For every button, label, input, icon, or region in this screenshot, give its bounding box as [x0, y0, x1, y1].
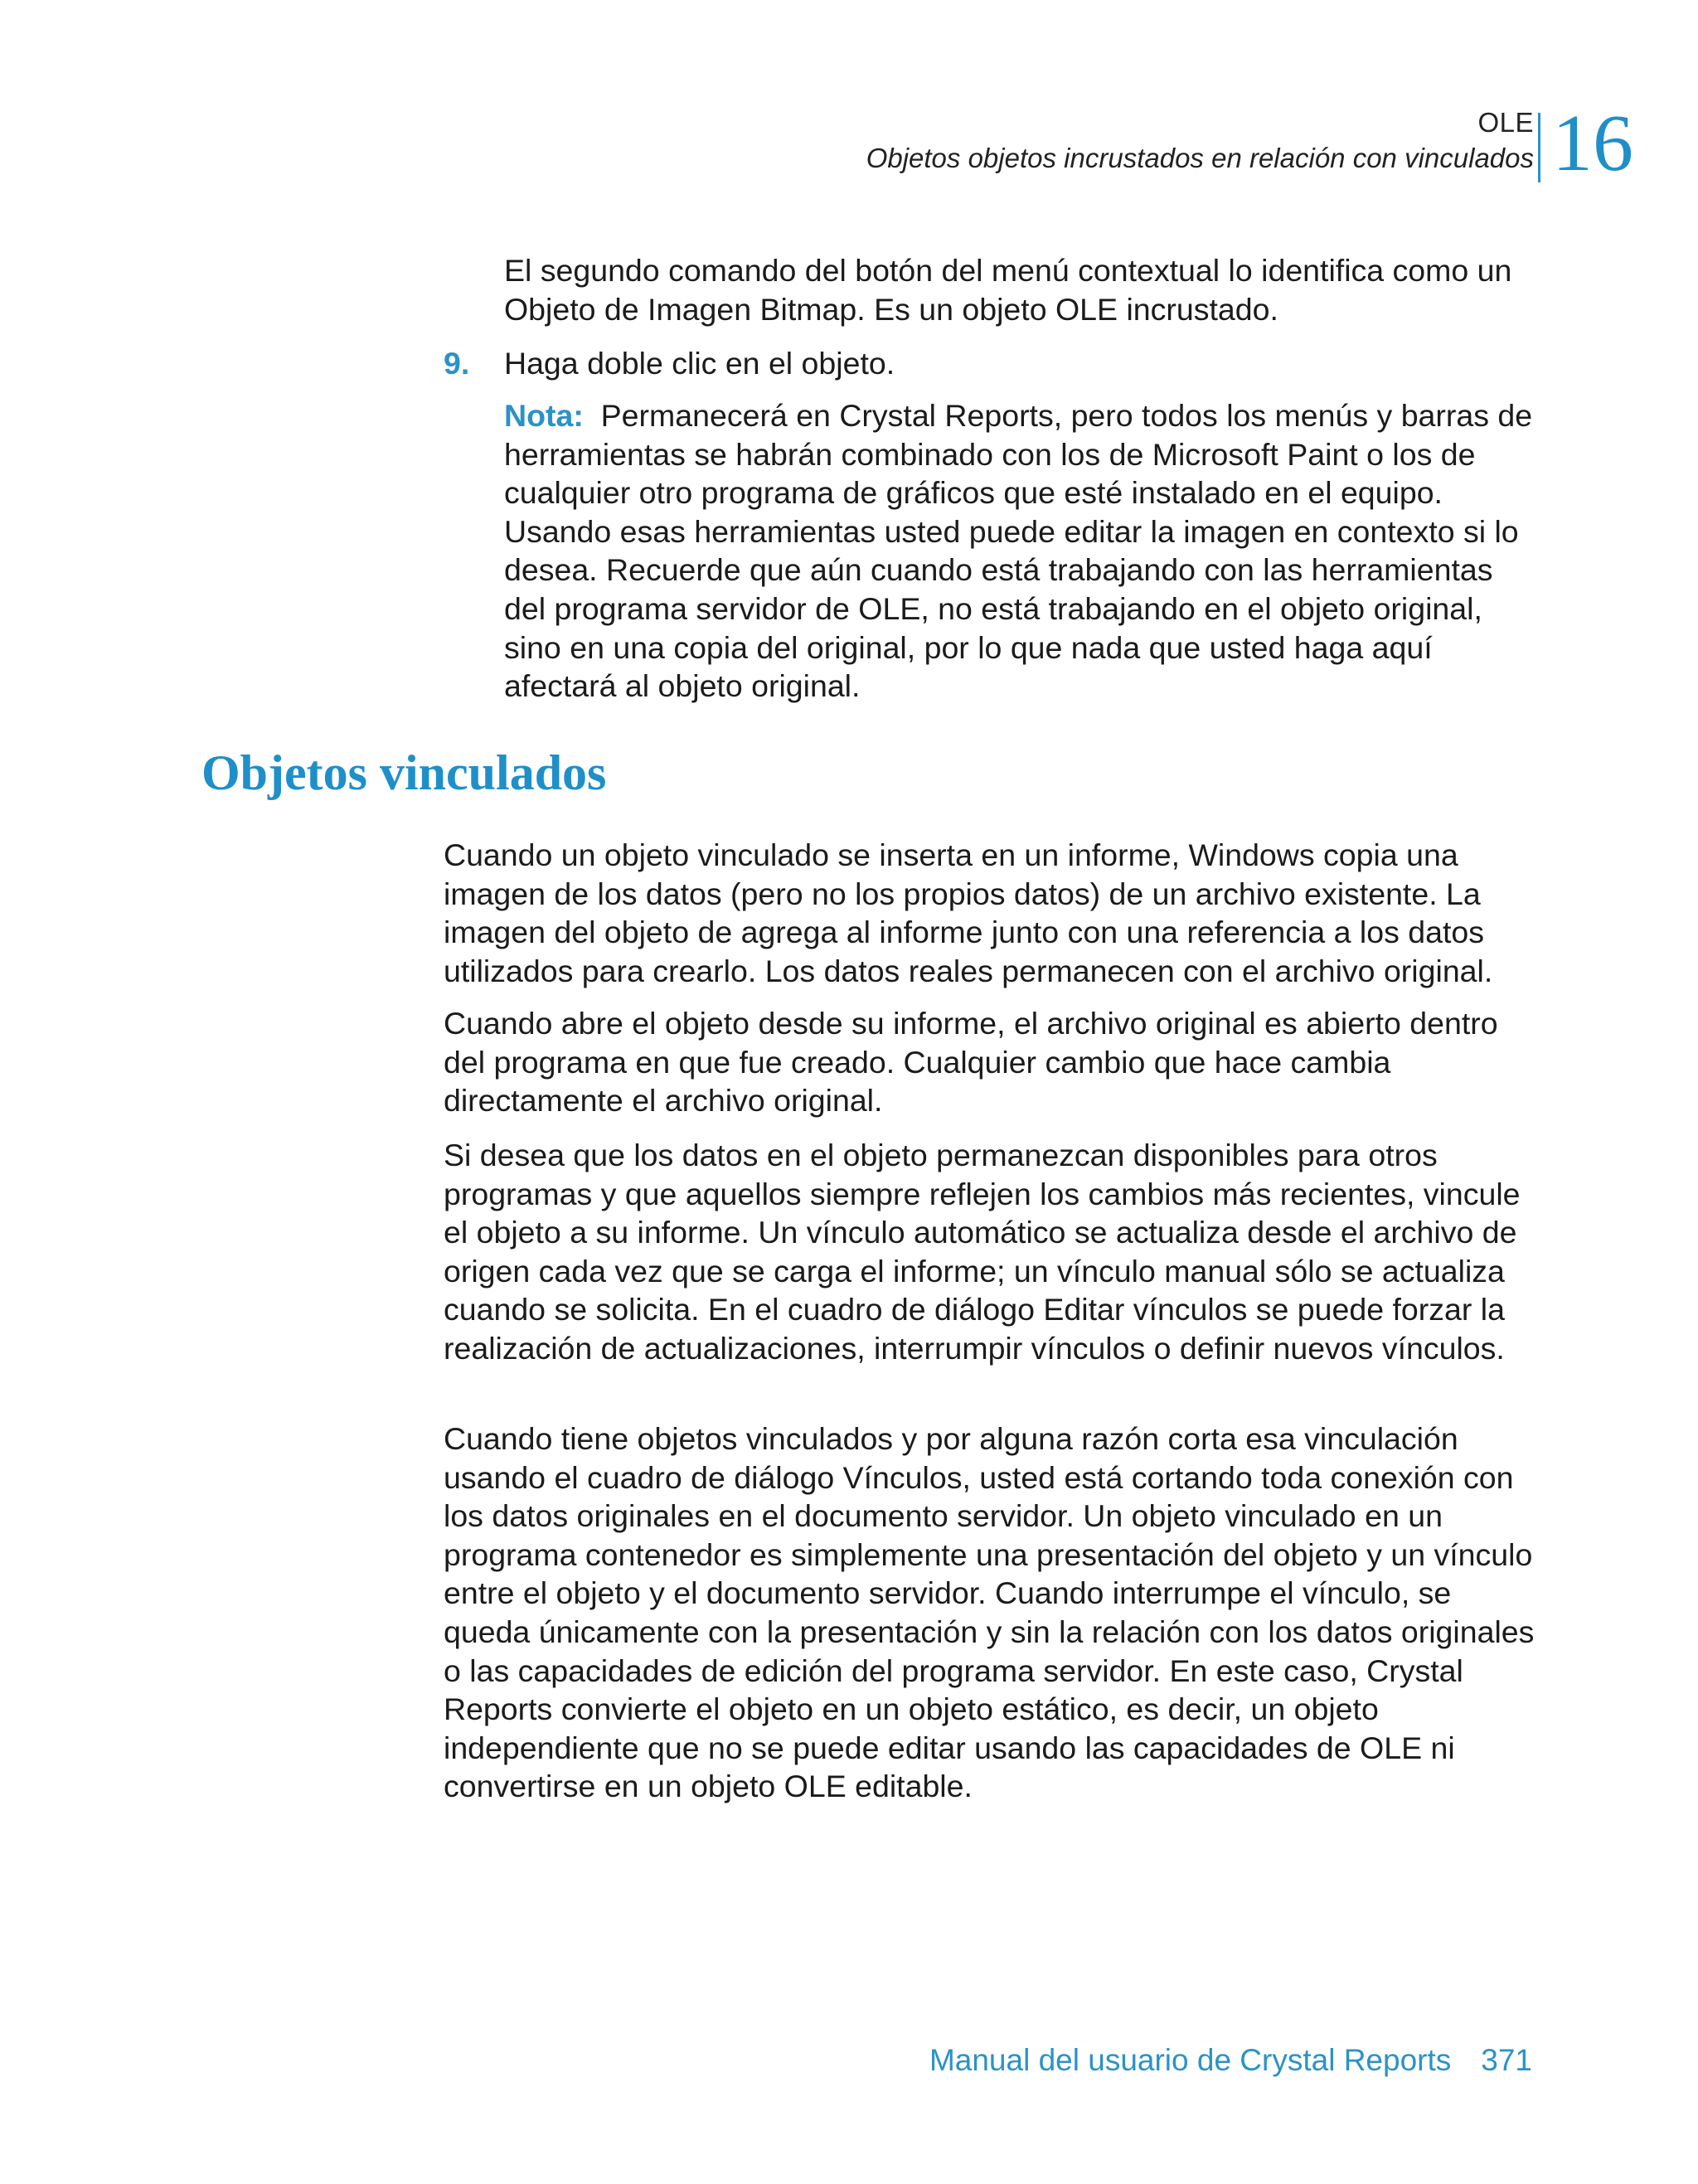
note-block	[504, 396, 1536, 706]
section-paragraph: Si desea que los datos en el objeto permanezcan disponibles para otros programas y que aquellos siempre reflejen los cambios más recientes, vincule el objeto a su informe. Un vínculo automático se actualiza desde el archivo de origen cada vez que se carga el informe; un vínculo manual sólo se actualiza cuando se solicita. En el cuadro de diálogo Editar vínculos se puede forzar la realización de actualizaciones, interrumpir vínculos o definir nuevos vínculos.	[444, 1138, 1521, 1366]
section-paragraph: Cuando un objeto vinculado se inserta en un informe, Windows copia una imagen de los datos (pero no los propios datos) de un archivo existente. La imagen del objeto de agrega al informe junto con una referencia a los datos utilizados para crearlo. Los datos reales permanecen con el archivo original.	[444, 837, 1493, 988]
running-header	[788, 106, 1534, 177]
section-subtitle: Objetos objetos incrustados en relación con vinculados	[866, 143, 1534, 173]
page-number: 371	[1481, 2043, 1532, 2077]
section-paragraph: Cuando tiene objetos vinculados y por alguna razón corta esa vinculación usando el cuadro de diálogo Vínculos, usted está cortando toda conexión con los datos originales en el documento servidor. Un objeto vinculado en un programa contenedor es simplemente una presentación del objeto y un vínculo entre el objeto y el documento servidor. Cuando interrumpe el vínculo, se queda únicamente con la presentación y sin la relación con los datos originales o las capacidades de edición del programa servidor. En este caso, Crystal Reports convierte el objeto en un objeto estático, es decir, un objeto independiente que no se puede editar usando las capacidades de OLE ni convertirse en un objeto OLE editable.	[444, 1421, 1535, 1804]
page-footer	[929, 2041, 1532, 2080]
intro-paragraph: El segundo comando del botón del menú contextual lo identifica como un Objeto de Imagen Bitmap. Es un objeto OLE incrustado.	[504, 253, 1512, 327]
note-text: Permanecerá en Crystal Reports, pero todos los menús y barras de herramientas se habrán combinado con los de Microsoft Paint o los de cualquier otro programa de gráficos que esté instalado en el equipo. Usando esas herramientas usted puede editar la imagen en contexto si lo desea. Recuerde que aún cuando está trabajando con las herramientas del programa servidor de OLE, no está trabajando en el objeto original, sino en una copia del original, por lo que nada que usted haga aquí afectará al objeto original.	[504, 398, 1533, 704]
chapter-number: 16	[1552, 99, 1633, 188]
note-label: Nota:	[504, 398, 584, 433]
step-text: Haga doble clic en el objeto.	[504, 346, 895, 381]
header-divider	[1538, 113, 1540, 182]
step-number: 9.	[444, 346, 470, 381]
chapter-label: OLE	[1477, 107, 1534, 138]
manual-title: Manual del usuario de Crystal Reports	[929, 2043, 1452, 2077]
section-title: Objetos vinculados	[201, 745, 607, 800]
section-paragraph: Cuando abre el objeto desde su informe, el archivo original es abierto dentro del programa en que fue creado. Cualquier cambio que hace cambia directamente el archivo original.	[444, 1006, 1498, 1119]
